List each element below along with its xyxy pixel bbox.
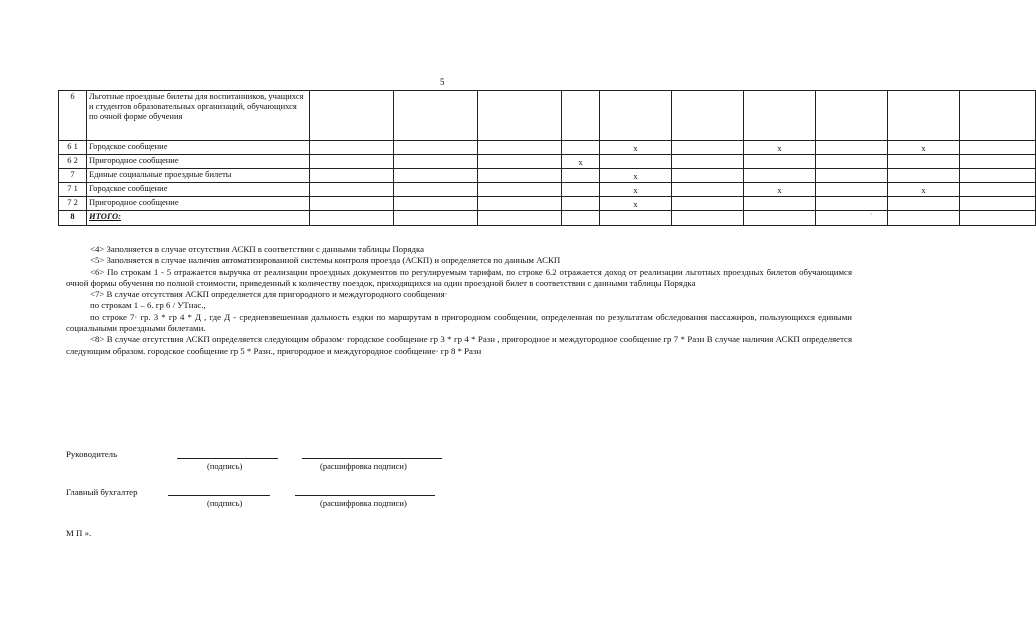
accountant-label: Главный бухгалтер — [66, 487, 138, 497]
accountant-decode-caption: (расшифровка подписи) — [320, 498, 407, 508]
row-name: Городское сообщение — [87, 183, 310, 197]
head-decode-caption: (расшифровка подписи) — [320, 461, 407, 471]
table-cell — [394, 91, 478, 141]
table-cell — [960, 141, 1036, 155]
table-cell — [478, 169, 562, 183]
table-cell — [310, 91, 394, 141]
note-4: <4> Заполняется в случае отсутствия АСКП в соответствии с данными таблицы Порядка — [90, 244, 425, 254]
row-name: Пригородное сообщение — [87, 155, 310, 169]
table-cell — [478, 91, 562, 141]
row-number: 7 2 — [59, 197, 87, 211]
table-cell — [744, 197, 816, 211]
table-cell: x — [600, 197, 672, 211]
table-cell — [744, 91, 816, 141]
note-7: <7> В случае отсутствия АСКП определяется для пригородного и междугородного сообщения· — [90, 289, 448, 300]
table-cell — [816, 211, 888, 226]
table-row — [59, 91, 1036, 141]
table-cell: x — [744, 141, 816, 155]
table-cell — [672, 211, 744, 226]
table-cell — [744, 211, 816, 226]
table-cell — [310, 141, 394, 155]
table-cell — [888, 169, 960, 183]
row-name: Льготные проездные билеты для воспитанников, учащихся и студентов образовательных организаций, обучающихся по очной форме обучения — [87, 91, 310, 141]
table-cell — [562, 141, 600, 155]
accountant-sign-line — [168, 495, 270, 496]
table-cell — [478, 197, 562, 211]
table-cell — [960, 169, 1036, 183]
table-cell — [816, 141, 888, 155]
table-cell — [744, 169, 816, 183]
row-name: Городское сообщение — [87, 141, 310, 155]
table-cell — [888, 197, 960, 211]
table-row — [59, 197, 1036, 211]
row-name: Единые социальные проездные билеты — [87, 169, 310, 183]
table-cell: x — [562, 155, 600, 169]
row-name: ИТОГО: — [87, 211, 310, 226]
accountant-decode-line — [295, 495, 435, 496]
table-row — [59, 211, 1036, 226]
head-sign-caption: (подпись) — [207, 461, 243, 471]
table-cell — [816, 197, 888, 211]
note-8: <8> В случае отсутствия АСКП определяется следующим образом· городское сообщение гр 3 * гр 4 * Разн , пригородное и междугородное сообщение гр 7 * Разн В случае наличия АСКП определяется следующим образом. городское сообщение гр 5 * Разн., пригородное и междугородное сообщение· гр 8 * Разн — [66, 334, 852, 356]
table-cell — [816, 183, 888, 197]
table-cell — [816, 91, 888, 141]
row-number: 7 — [59, 169, 87, 183]
table-cell — [394, 169, 478, 183]
note-5: <5> Заполняется в случае наличия автоматизированной системы контроля проезда (АСКП) и определяется по данным АСКП — [90, 255, 561, 266]
table-row — [59, 155, 1036, 169]
table-cell — [562, 197, 600, 211]
table-cell — [672, 141, 744, 155]
table-cell — [672, 91, 744, 141]
table-cell — [562, 169, 600, 183]
table-cell: x — [600, 141, 672, 155]
page-number: 5 — [440, 77, 445, 87]
table-cell: x — [888, 141, 960, 155]
table-cell — [478, 211, 562, 226]
row-number: 6 1 — [59, 141, 87, 155]
table-cell — [888, 91, 960, 141]
table-cell — [394, 141, 478, 155]
table-row — [59, 183, 1036, 197]
accountant-sign-caption: (подпись) — [207, 498, 243, 508]
row-number: 6 — [59, 91, 87, 141]
table-cell — [744, 155, 816, 169]
table-cell — [478, 183, 562, 197]
table-cell — [600, 155, 672, 169]
footnotes — [66, 244, 852, 357]
table-cell: x — [600, 169, 672, 183]
table-cell — [672, 183, 744, 197]
table-cell — [888, 211, 960, 226]
note-7-rows: по строкам 1 – 6. гр 6 / УТнас., — [90, 300, 206, 311]
stamp-mark: М П ». — [66, 528, 92, 538]
table-cell — [478, 141, 562, 155]
table-cell — [672, 197, 744, 211]
table-cell — [816, 169, 888, 183]
table-cell: x — [744, 183, 816, 197]
table-cell — [562, 211, 600, 226]
report-table — [58, 90, 1036, 226]
table-cell — [310, 197, 394, 211]
table-cell: x — [600, 183, 672, 197]
table-cell — [960, 155, 1036, 169]
table-cell — [310, 169, 394, 183]
table-cell — [816, 155, 888, 169]
table-cell — [310, 155, 394, 169]
table-cell — [672, 155, 744, 169]
table-row — [59, 141, 1036, 155]
row-number: 8 — [59, 211, 87, 226]
margin-dot: · — [870, 210, 873, 219]
table-cell — [960, 211, 1036, 226]
table-cell — [478, 155, 562, 169]
head-decode-line — [302, 458, 442, 459]
row-number: 6 2 — [59, 155, 87, 169]
table-cell — [562, 183, 600, 197]
head-sign-line — [177, 458, 278, 459]
table-cell — [672, 169, 744, 183]
table-cell — [600, 91, 672, 141]
table-cell — [960, 91, 1036, 141]
table-cell — [600, 211, 672, 226]
table-cell — [394, 197, 478, 211]
row-number: 7 1 — [59, 183, 87, 197]
head-label: Руководитель — [66, 449, 118, 459]
table-cell — [562, 91, 600, 141]
table-cell — [888, 155, 960, 169]
table-cell: x — [888, 183, 960, 197]
table-cell — [394, 211, 478, 226]
table-cell — [394, 183, 478, 197]
note-6: <6> По строкам 1 - 5 отражается выручка от реализации проездных документов по регулируемым тарифам, по строке 6.2 отражается доход от реализации льготных проездных билетов обучающимся очной формы обучения по полной стоимости, приведенный к количеству поездок, приходящихся на один проездной билет в соответствии с данными таблицы Порядка — [66, 266, 852, 288]
row-name: Пригородное сообщение — [87, 197, 310, 211]
table-cell — [310, 183, 394, 197]
table-cell — [310, 211, 394, 226]
table-row — [59, 169, 1036, 183]
table-cell — [960, 183, 1036, 197]
note-7-row7: по строке 7· гр. 3 * гр 4 * Д , где Д - средневзвешенная дальность ездки по маршрутам в пригородном сообщении, определенная по результатам обследования пассажиров, пользующихся едиными социальными проездными билетами. — [66, 311, 852, 334]
table-cell — [960, 197, 1036, 211]
table-cell — [394, 155, 478, 169]
